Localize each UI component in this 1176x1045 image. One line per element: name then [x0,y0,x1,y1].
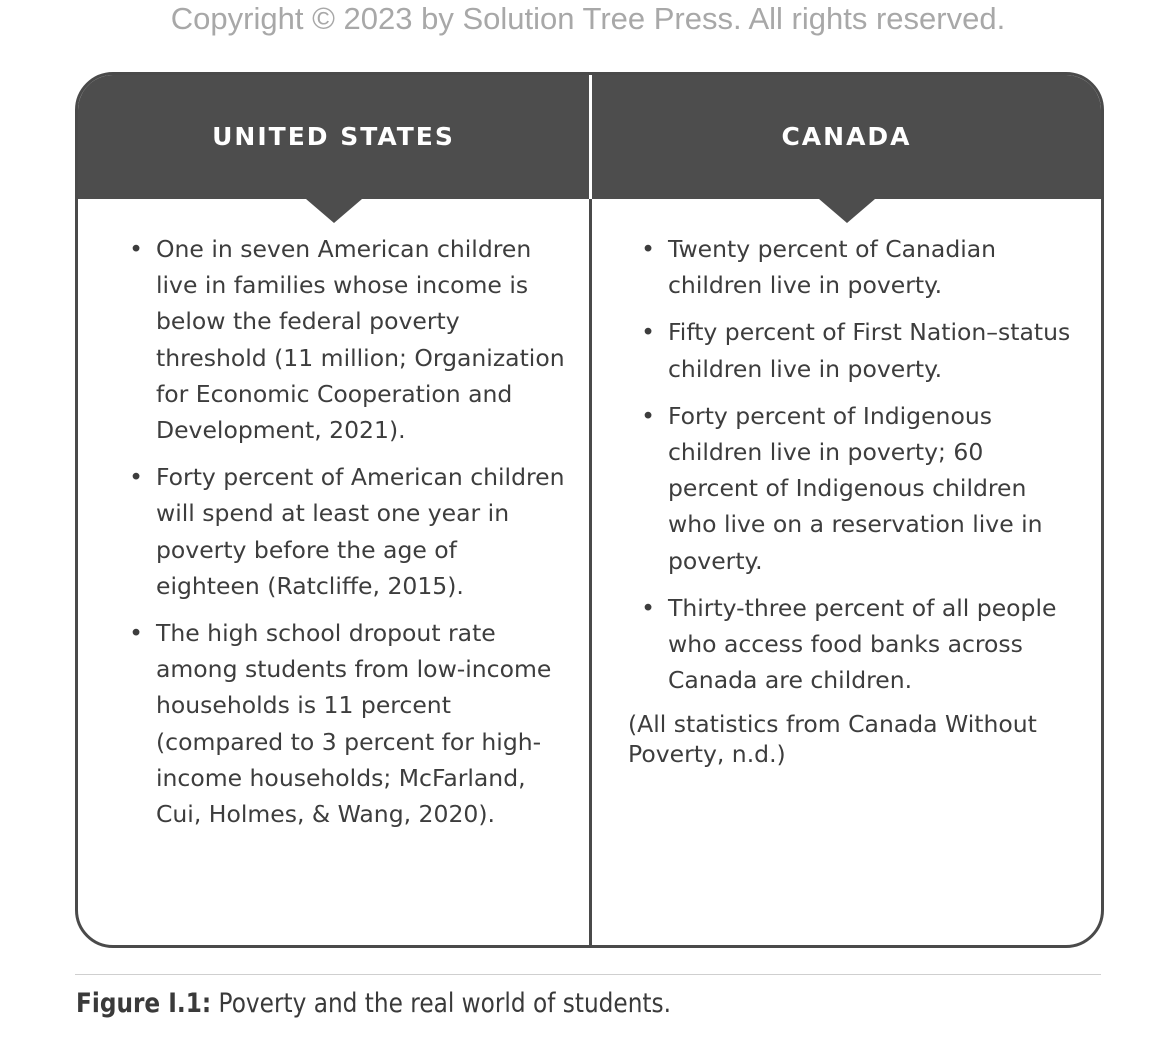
header-pointer-united-states [306,199,362,223]
list-item [640,314,1080,386]
list-item-text: The high school dropout rate among students from low-income households is 11 percent (compared to 3 percent for high-income households; McFarland, Cui, Holmes, & Wang, 2020). [156,619,552,829]
bullet-icon: • [641,593,655,622]
column-divider [589,75,592,945]
figure-label: Figure I.1: [76,988,212,1019]
list-item-text: One in seven American children live in families whose income is below the federal poverty threshold (11 million; Organization for Economic Cooperation and Development, 2021). [156,235,565,445]
list-item [128,615,568,832]
list-item-text: Forty percent of Indigenous children live in poverty; 60 percent of Indigenous children who live on a reservation live in poverty. [668,401,1043,575]
list-item [640,231,1080,303]
comparison-table [75,72,1104,948]
list-item-text: Thirty-three percent of all people who access food banks across Canada are children. [668,593,1057,695]
header-divider [589,75,592,199]
bullet-list-united-states [128,231,568,832]
list-item [640,590,1080,699]
figure-caption [76,985,671,1023]
bullet-icon: • [129,463,143,492]
column-body-united-states [128,231,568,843]
list-item-text: Twenty percent of Canadian children live in poverty. [668,235,997,300]
list-item-text: Fifty percent of First Nation–status children live in poverty. [668,318,1071,383]
source-note: (All statistics from Canada Without Poverty, n.d.) [628,710,1037,769]
figure-caption-text: Poverty and the real world of students. [211,988,671,1019]
copyright-notice: Copyright © 2023 by Solution Tree Press. All rights reserved. [170,1,1006,36]
list-item-text: Forty percent of American children will spend at least one year in poverty before the age of eighteen (Ratcliffe, 2015). [156,463,565,600]
bullet-list-canada [640,231,1080,698]
bullet-icon: • [641,401,655,430]
bullet-icon: • [129,619,143,648]
bullet-icon: • [129,235,143,263]
list-item [128,459,568,604]
header-pointer-canada [819,199,875,223]
bullet-icon: • [641,235,655,263]
list-item [128,231,568,448]
column-header-canada: CANADA [781,122,912,151]
column-body-canada [628,231,1080,769]
column-header-united-states: UNITED STATES [212,122,455,151]
bullet-icon: • [641,318,655,347]
list-item [640,398,1080,579]
caption-rule [75,974,1101,975]
